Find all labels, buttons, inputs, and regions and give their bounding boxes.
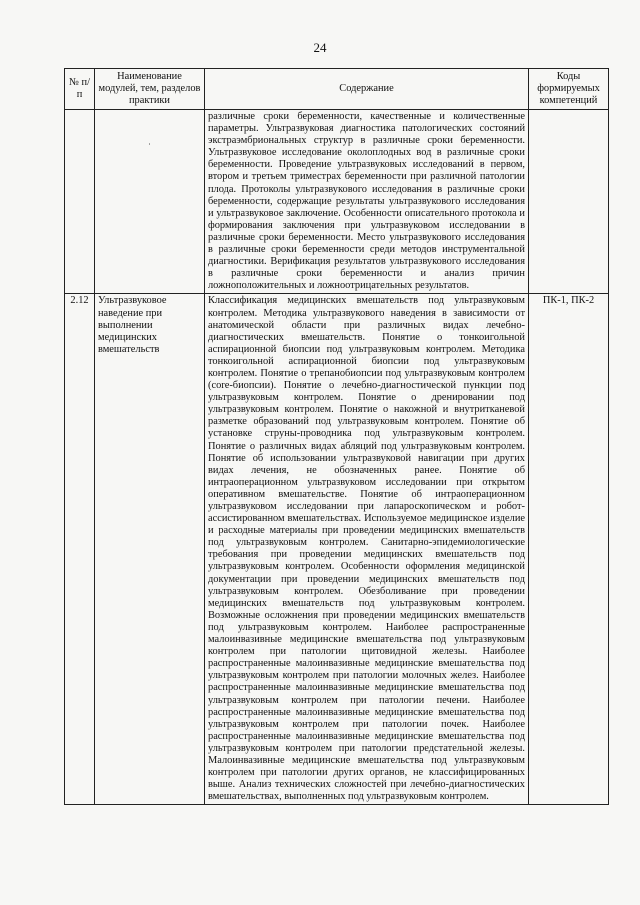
header-name: Наименование модулей, тем, разделов практики <box>95 69 205 110</box>
row-num <box>65 110 95 294</box>
header-codes: Коды формируемых компетенций <box>529 69 609 110</box>
table-row <box>65 110 609 294</box>
header-content: Содержание <box>205 69 529 110</box>
page-number: 24 <box>313 40 327 55</box>
row-name <box>95 110 205 294</box>
row-codes <box>529 110 609 294</box>
table-row <box>65 294 609 805</box>
scan-mark: · <box>148 140 151 149</box>
row-name: Ультразвуковое наведение при выполнении медицинских вмешательств <box>95 294 205 805</box>
row-codes: ПК-1, ПК-2 <box>529 294 609 805</box>
row-num: 2.12 <box>65 294 95 805</box>
header-num: № п/п <box>65 69 95 110</box>
row-content: Классификация медицинских вмешательств под ультразвуковым контролем. Методика ультразвукового наведения в зависимости от анатомической области при различных видах лечебно-диагностических вмешательств. Понятие о тонкоигольной аспирационной биопсии под ультразвуковым контролем. Методика тонкоигольной аспирационной биопсии под ультразвуковым контролем. Понятие о трепанобиопсии под ультразвуковым контролем (core-биопсии). Понятие о лечебно-диагностической пункции под ультразвуковым контролем. Понятие о дренировании под ультразвуковым контролем. Понятие о накожной и внутритканевой разметке образований под ультразвуковым контролем. Понятие об установке струны-проводника под ультразвуковым контролем. Понятие о различных видах абляций под ультразвуковым контролем. Понятие об использовании ультразвуковой навигации при других видах лечения, не обозначенных ранее. Понятие об интраоперационном ультразвуковом исследовании при открытом оперативном вмешательстве. Понятие об интраоперационном ультразвуковом исследовании при лапароскопическом и робот-ассистированном вмешательствах. Используемое медицинское изделие и расходные материалы при проведении медицинских вмешательств под ультразвуковым контролем. Санитарно-эпидемиологические требования при проведении медицинских вмешательств под ультразвуковым контролем. Особенности оформления медицинской документации при проведении медицинских вмешательств под ультразвуковым контролем. Обезболивание при проведении медицинских вмешательств под ультразвуковым контролем. Возможные осложнения при проведении медицинских вмешательств под ультразвуковым контролем. Наиболее распространенные малоинвазивные медицинские вмешательства под ультразвуковым контролем при патологии щитовидной железы. Наиболее распространенные малоинвазивные медицинские вмешательства под ультразвуковым контролем при патологии молочных желез. Наиболее распространенные малоинвазивные медицинские вмешательства под ультразвуковым контролем при патологии печени. Наиболее распространенные малоинвазивные медицинские вмешательства под ультразвуковым контролем при патологии почек. Наиболее распространенные малоинвазивные медицинские вмешательства под ультразвуковым контролем при патологии предстательной железы. Малоинвазивные медицинские вмешательства под ультразвуковым контролем при патологии других органов, не классифицированных выше. Анализ технических сложностей при лечебно-диагностических вмешательствах, выполненных под ультразвуковым контролем. <box>205 294 529 805</box>
table-header-row <box>65 69 609 110</box>
curriculum-table <box>64 68 609 805</box>
row-content: различные сроки беременности, качественные и количественные параметры. Ультразвуковая диагностика патологических состояний экстраэмбриональных структур в различные сроки беременности. Ультразвуковое исследование околоплодных вод в различные сроки беременности. Проведение ультразвуковых исследований в первом, втором и третьем триместрах беременности при различной патологии плода. Протоколы ультразвукового исследования в различные сроки беременности, содержащие результаты ультразвукового исследования и ультразвуковое заключение. Особенности описательного протокола и формирования заключения при ультразвуковом исследовании в различные сроки беременности. Место ультразвукового исследования в различные сроки беременности среди методов инструментальной диагностики. Верификация результатов ультразвукового исследования в различные сроки беременности и анализ причин ложноположительных и ложноотрицательных результатов. <box>205 110 529 294</box>
